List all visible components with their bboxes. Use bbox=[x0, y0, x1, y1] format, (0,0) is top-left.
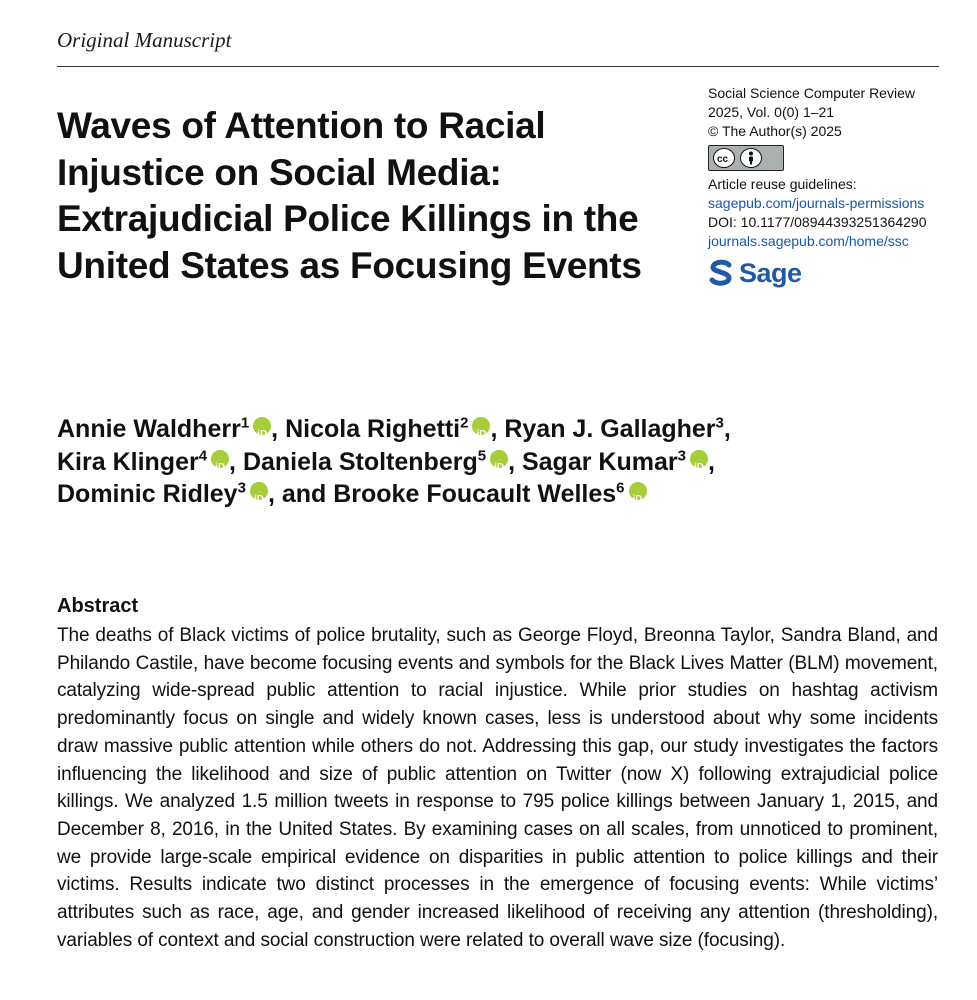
copyright-line: © The Author(s) 2025 bbox=[708, 123, 842, 139]
publisher-name: Sage bbox=[739, 257, 802, 288]
attribution-person-icon bbox=[740, 148, 762, 168]
author-name: Daniela Stoltenberg bbox=[242, 447, 478, 476]
orcid-icon[interactable] bbox=[629, 482, 647, 500]
affiliation-marker: 2 bbox=[460, 414, 469, 432]
orcid-icon[interactable] bbox=[472, 417, 490, 435]
orcid-icon[interactable] bbox=[490, 450, 508, 468]
affiliation-marker: 4 bbox=[198, 447, 208, 465]
cc-by-icon bbox=[708, 145, 784, 171]
author-separator: , bbox=[271, 415, 286, 443]
author-name: Sagar Kumar bbox=[521, 447, 678, 476]
permissions-link[interactable]: sagepub.com/journals-permissions bbox=[708, 195, 925, 211]
affiliation-marker: 3 bbox=[677, 447, 686, 465]
author-name: Kira Klinger bbox=[57, 447, 199, 476]
affiliation-marker: 3 bbox=[715, 414, 724, 432]
journal-info bbox=[708, 84, 973, 287]
affiliation-marker: 6 bbox=[616, 479, 625, 497]
article-type-label: Original Manuscript bbox=[57, 28, 232, 52]
svg-text:cc: cc bbox=[717, 154, 729, 163]
article-title: Waves of Attention to Racial Injustice on Social Media: Extrajudicial Police Killings in the United States as Focusing Events bbox=[57, 105, 642, 286]
reuse-guidelines-label: Article reuse guidelines: bbox=[708, 176, 857, 192]
orcid-icon[interactable] bbox=[253, 417, 271, 435]
doi: DOI: 10.1177/08944393251364290 bbox=[708, 214, 927, 230]
author-separator: , bbox=[229, 447, 243, 476]
author-name: Ryan J. Gallagher bbox=[504, 415, 716, 443]
author-name: Brooke Foucault Welles bbox=[333, 480, 617, 508]
author-separator: , bbox=[723, 415, 731, 443]
author-name: Dominic Ridley bbox=[57, 480, 238, 508]
affiliation-marker: 1 bbox=[240, 414, 250, 432]
author-separator: , and bbox=[267, 480, 334, 508]
author-list bbox=[57, 413, 937, 511]
cc-symbol-icon bbox=[713, 148, 735, 168]
journal-homepage-link[interactable]: journals.sagepub.com/home/ssc bbox=[708, 233, 909, 249]
orcid-icon[interactable] bbox=[250, 482, 268, 500]
journal-name: Social Science Computer Review bbox=[708, 85, 915, 101]
orcid-icon[interactable] bbox=[690, 450, 708, 468]
abstract-text: The deaths of Black victims of police brutality, such as George Floyd, Breonna Taylor, Sandra Bland, and Philando Castile, have become focusing events and symbols for the Black Lives Matter (BLM) movement, catalyzing wide-spread public attention to racial injustice. While prior studies on hashtag activism predominantly focus on single and widely known cases, less is understood about why some incidents draw massive public attention while others do not. Addressing this gap, our study investigates the factors influencing the likelihood and size of public attention on Twitter (now X) following extrajudicial police killings. We analyzed 1.5 million tweets in response to 795 police killings between January 1, 2015, and December 8, 2016, in the United States. By examining cases on all scales, from unnoticed to prominent, we provide large-scale empirical evidence on disparities in public attention to police killings and their victims. Results indicate two distinct processes in the emergence of focusing events: While victims’ attributes such as race, age, and gender increased likelihood of receiving any attention (thresholding), variables of context and social construction were related to overall wave size (focusing). bbox=[57, 625, 938, 951]
author-separator: , bbox=[490, 415, 505, 443]
affiliation-marker: 5 bbox=[477, 447, 487, 465]
publisher-logo bbox=[708, 259, 973, 287]
header-divider bbox=[57, 66, 939, 67]
author-separator: , bbox=[707, 447, 715, 476]
author-name: Annie Waldherr bbox=[57, 415, 241, 443]
sage-s-icon bbox=[708, 259, 734, 287]
volume-line: 2025, Vol. 0(0) 1–21 bbox=[708, 104, 835, 120]
abstract-heading: Abstract bbox=[57, 595, 139, 617]
affiliation-marker: 3 bbox=[237, 479, 246, 497]
author-name: Nicola Righetti bbox=[285, 415, 461, 443]
author-separator: , bbox=[508, 447, 522, 476]
orcid-icon[interactable] bbox=[211, 450, 229, 468]
